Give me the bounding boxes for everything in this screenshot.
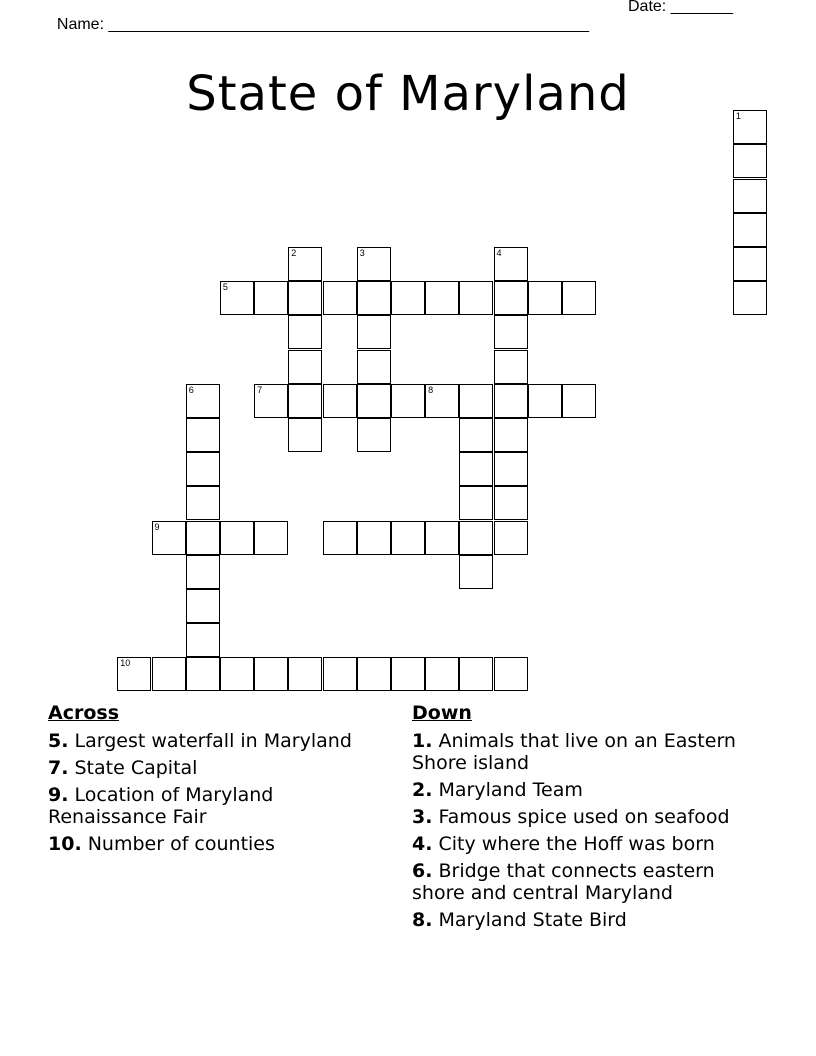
grid-cell[interactable]: [425, 521, 459, 555]
grid-cell[interactable]: [186, 384, 220, 418]
grid-cell[interactable]: [733, 247, 767, 281]
grid-cell[interactable]: [425, 657, 459, 691]
grid-cell[interactable]: [152, 521, 186, 555]
clue-number: 5.: [48, 730, 69, 752]
clue-number: 5: [222, 282, 228, 293]
down-heading: Down: [412, 702, 472, 724]
clue-number: 1: [735, 111, 741, 122]
grid-cell[interactable]: [323, 521, 357, 555]
grid-cell[interactable]: [494, 452, 528, 486]
grid-cell[interactable]: [220, 657, 254, 691]
grid-cell[interactable]: [186, 555, 220, 589]
clue-number: 7: [257, 384, 263, 395]
grid-cell[interactable]: [391, 281, 425, 315]
clue-number: 2: [291, 247, 297, 258]
across-heading: Across: [48, 702, 120, 724]
grid-cell[interactable]: [459, 384, 493, 418]
down-clue-list: [412, 730, 757, 931]
grid-cell[interactable]: [459, 452, 493, 486]
grid-cell[interactable]: [186, 452, 220, 486]
clue-text: Maryland Team: [432, 779, 583, 801]
clue-number: 10.: [48, 833, 82, 855]
clue-text: Number of counties: [81, 833, 275, 855]
clue-text: Largest waterfall in Maryland: [68, 730, 352, 752]
grid-cell[interactable]: [220, 281, 254, 315]
grid-cell[interactable]: [357, 350, 391, 384]
grid-cell[interactable]: [562, 384, 596, 418]
grid-cell[interactable]: [494, 281, 528, 315]
grid-cell[interactable]: [733, 144, 767, 178]
name-field[interactable]: Name: ______________________________________________________: [56, 16, 589, 33]
clue-number: 10: [120, 658, 131, 669]
clue-text: Maryland State Bird: [432, 909, 627, 931]
clue-text: Bridge that connects eastern shore and central Maryland: [412, 860, 715, 904]
grid-cell[interactable]: [425, 384, 459, 418]
grid-cell[interactable]: [494, 384, 528, 418]
grid-cell[interactable]: [357, 247, 391, 281]
grid-cell[interactable]: [186, 657, 220, 691]
clue-text: Famous spice used on seafood: [432, 806, 730, 828]
grid-cell[interactable]: [562, 281, 596, 315]
grid-cell[interactable]: [220, 521, 254, 555]
across-clue: [48, 833, 393, 855]
grid-cell[interactable]: [459, 281, 493, 315]
clue-number: 3: [359, 247, 365, 258]
down-clue: [412, 860, 757, 904]
clue-number: 1.: [412, 730, 433, 752]
grid-cell[interactable]: [117, 657, 151, 691]
grid-cell[interactable]: [494, 247, 528, 281]
clue-text: Location of Maryland Renaissance Fair: [48, 784, 274, 828]
clue-number: 2.: [412, 779, 433, 801]
grid-cell[interactable]: [391, 521, 425, 555]
grid-cell[interactable]: [459, 418, 493, 452]
across-clue-list: [48, 730, 393, 855]
grid-cell[interactable]: [733, 213, 767, 247]
grid-cell[interactable]: [459, 657, 493, 691]
grid-cell[interactable]: [323, 384, 357, 418]
grid-cell[interactable]: [494, 657, 528, 691]
grid-cell[interactable]: [254, 657, 288, 691]
grid-cell[interactable]: [288, 281, 322, 315]
clue-number: 7.: [48, 757, 69, 779]
across-clue: [48, 784, 393, 828]
grid-cell[interactable]: [733, 281, 767, 315]
grid-cell[interactable]: [733, 179, 767, 213]
clue-number: 4: [496, 247, 502, 258]
across-clues: [48, 702, 393, 860]
clue-number: 8: [428, 384, 434, 395]
grid-cell[interactable]: [494, 521, 528, 555]
grid-cell[interactable]: [186, 589, 220, 623]
page-title: State of Maryland: [186, 66, 630, 123]
grid-cell[interactable]: [288, 247, 322, 281]
grid-cell[interactable]: [186, 623, 220, 657]
grid-cell[interactable]: [459, 521, 493, 555]
grid-cell[interactable]: [459, 555, 493, 589]
down-clue: [412, 806, 757, 828]
across-clue: [48, 757, 393, 779]
down-clue: [412, 909, 757, 931]
down-clue: [412, 779, 757, 801]
down-clues: [412, 702, 757, 936]
grid-cell[interactable]: [288, 384, 322, 418]
grid-cell[interactable]: [288, 418, 322, 452]
clue-number: 3.: [412, 806, 433, 828]
grid-cell[interactable]: [357, 315, 391, 349]
clue-number: 6.: [412, 860, 433, 882]
grid-cell[interactable]: [357, 418, 391, 452]
grid-cell[interactable]: [494, 350, 528, 384]
date-field[interactable]: Date: _______: [628, 0, 733, 15]
grid-cell[interactable]: [254, 521, 288, 555]
grid-cell[interactable]: [357, 657, 391, 691]
grid-cell[interactable]: [323, 657, 357, 691]
grid-cell[interactable]: [186, 418, 220, 452]
clue-number: 9: [154, 521, 160, 532]
grid-cell[interactable]: [288, 657, 322, 691]
grid-cell[interactable]: [288, 350, 322, 384]
clue-number: 8.: [412, 909, 433, 931]
grid-cell[interactable]: [494, 315, 528, 349]
grid-cell[interactable]: [186, 521, 220, 555]
grid-cell[interactable]: [494, 486, 528, 520]
grid-cell[interactable]: [391, 657, 425, 691]
down-clue: [412, 833, 757, 855]
grid-cell[interactable]: [425, 281, 459, 315]
grid-cell[interactable]: [254, 281, 288, 315]
clue-number: 6: [188, 384, 194, 395]
grid-cell[interactable]: [528, 384, 562, 418]
clue-text: Animals that live on an Eastern Shore island: [412, 730, 736, 774]
clue-number: 9.: [48, 784, 69, 806]
across-clue: [48, 730, 393, 752]
grid-cell[interactable]: [323, 281, 357, 315]
grid-cell[interactable]: [357, 521, 391, 555]
clue-text: State Capital: [68, 757, 198, 779]
clue-number: 4.: [412, 833, 433, 855]
grid-cell[interactable]: [733, 110, 767, 144]
grid-cell[interactable]: [528, 281, 562, 315]
grid-cell[interactable]: [391, 384, 425, 418]
grid-cell[interactable]: [254, 384, 288, 418]
down-clue: [412, 730, 757, 774]
clue-text: City where the Hoff was born: [432, 833, 715, 855]
grid-cell[interactable]: [357, 281, 391, 315]
grid-cell[interactable]: [494, 418, 528, 452]
grid-cell[interactable]: [459, 486, 493, 520]
grid-cell[interactable]: [186, 486, 220, 520]
grid-cell[interactable]: [357, 384, 391, 418]
grid-cell[interactable]: [152, 657, 186, 691]
grid-cell[interactable]: [288, 315, 322, 349]
